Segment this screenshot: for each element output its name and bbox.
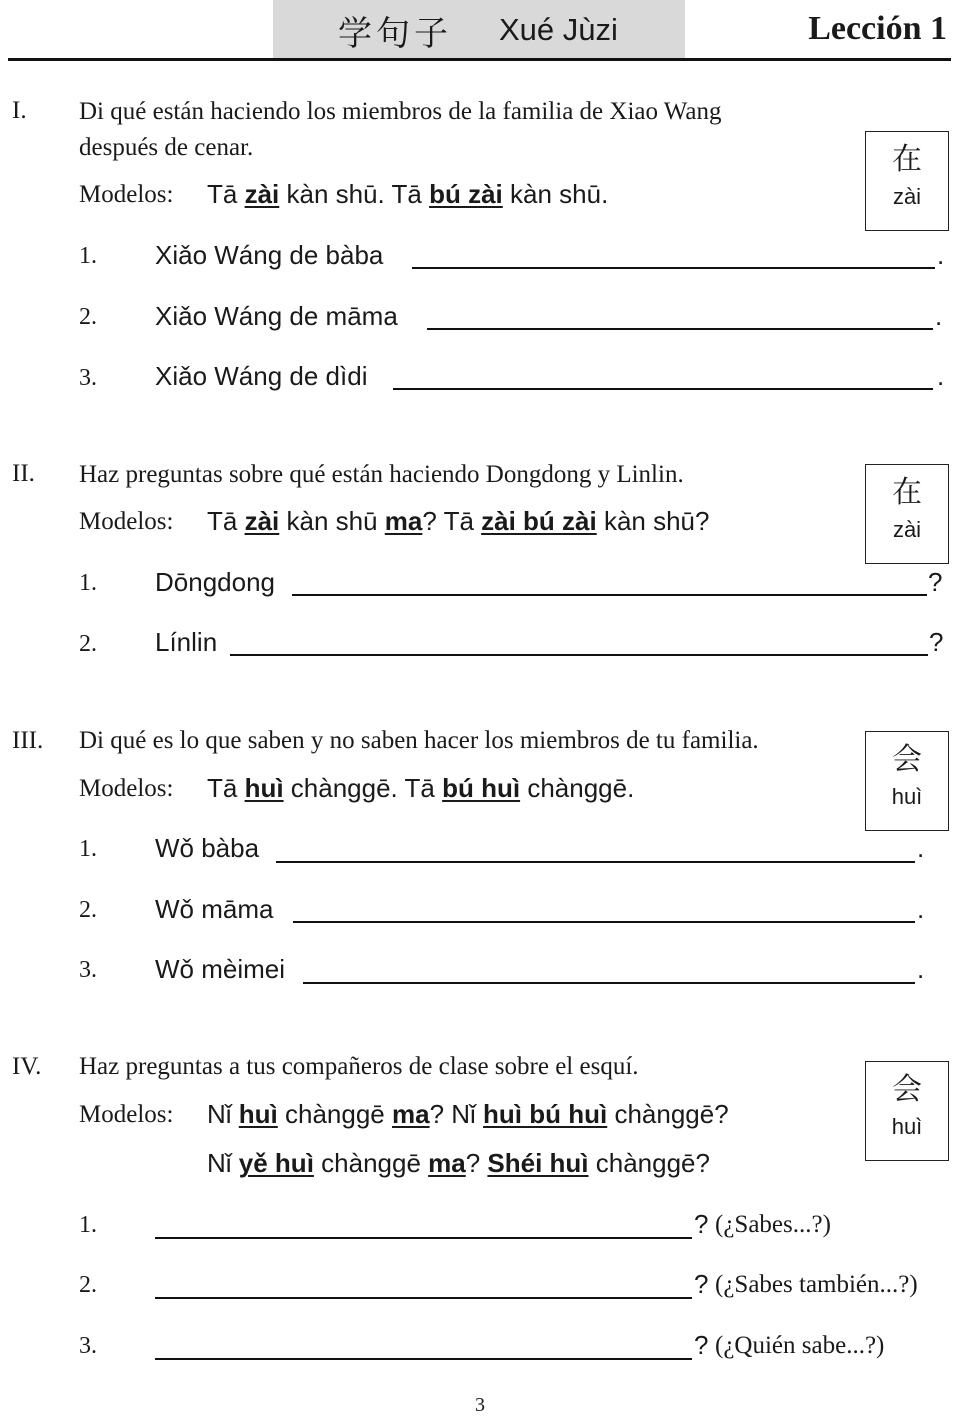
model-text: Tā xyxy=(207,773,245,803)
model-highlight-word: ma xyxy=(392,1099,430,1129)
s2-item-2-label: Línlin xyxy=(155,627,218,657)
section-2-model-label: Modelos: xyxy=(79,508,174,535)
s2-item-2-answer-line[interactable] xyxy=(230,654,928,656)
s1-item-2-label: Xiǎo Wáng de māma xyxy=(155,301,398,331)
section-3-character-box xyxy=(865,731,949,831)
model-highlight-word: zài xyxy=(244,506,280,536)
model-text: Tā xyxy=(207,506,245,536)
s4-item-3-answer-line[interactable] xyxy=(155,1358,692,1360)
section-4-character-pinyin: huì xyxy=(891,1114,923,1139)
section-4-character-box xyxy=(865,1061,949,1161)
s1-item-3-label: Xiǎo Wáng de dìdi xyxy=(155,361,368,391)
model-text: ? xyxy=(465,1148,488,1178)
model-text: ? Nǐ xyxy=(429,1099,484,1129)
model-text: Tā xyxy=(207,179,245,209)
s1-item-1-answer-line[interactable] xyxy=(412,267,935,269)
section-1-instruction-line1: Di qué están haciendo los miembros de la familia de Xiao Wang xyxy=(79,98,722,125)
s2-item-1-label: Dōngdong xyxy=(155,567,275,597)
lesson-label: Lección 1 xyxy=(808,10,947,47)
page-number: 3 xyxy=(475,1394,485,1416)
s3-item-2-number: 2. xyxy=(79,897,97,923)
s4-item-2-number: 2. xyxy=(79,1272,97,1298)
model-text: chànggē xyxy=(313,1148,429,1178)
section-1-character: 在 xyxy=(892,142,922,177)
s4-item-3-end: ? xyxy=(694,1330,709,1360)
section-1-number: I. xyxy=(12,97,27,124)
section-3-model xyxy=(207,773,634,804)
model-text: kàn shū. xyxy=(502,179,609,209)
s4-item-2-answer-line[interactable] xyxy=(155,1297,692,1299)
section-4-model-line2 xyxy=(207,1148,710,1179)
model-text: chànggē xyxy=(277,1099,392,1129)
s3-item-3-number: 3. xyxy=(79,957,97,983)
model-text: kàn shū. Tā xyxy=(279,179,430,209)
s2-item-1-end: ? xyxy=(928,567,943,597)
model-highlight-word: zài bú zài xyxy=(481,506,597,536)
model-text: ? Tā xyxy=(422,506,482,536)
model-text: chànggē? xyxy=(588,1148,710,1178)
s1-item-1-label: Xiǎo Wáng de bàba xyxy=(155,240,384,270)
model-highlight-word: huì xyxy=(238,1099,278,1129)
s4-item-2-end: ? xyxy=(694,1269,709,1299)
section-1-model xyxy=(207,179,608,210)
section-4-model-label: Modelos: xyxy=(79,1101,174,1128)
s3-item-2-end: . xyxy=(917,894,925,924)
model-text: kàn shū? xyxy=(596,506,710,536)
model-text: chànggē. xyxy=(520,773,635,803)
model-highlight-word: Shéi huì xyxy=(487,1148,589,1178)
s3-item-1-label: Wǒ bàba xyxy=(155,833,260,863)
s1-item-3-number: 3. xyxy=(79,365,97,391)
s2-item-1-number: 1. xyxy=(79,570,97,596)
section-3-character: 会 xyxy=(892,742,922,777)
s1-item-2-answer-line[interactable] xyxy=(427,328,933,330)
s1-item-3-end: . xyxy=(937,361,945,391)
s2-item-1-answer-line[interactable] xyxy=(292,594,927,596)
s1-item-1-number: 1. xyxy=(79,243,97,269)
section-4-instruction: Haz preguntas a tus compañeros de clase sobre el esquí. xyxy=(79,1053,639,1080)
section-1-model-label: Modelos: xyxy=(79,181,174,208)
s3-item-3-answer-line[interactable] xyxy=(303,982,915,984)
s4-item-1-hint: (¿Sabes...?) xyxy=(715,1211,831,1238)
model-highlight-word: bú zài xyxy=(429,179,503,209)
s3-item-1-answer-line[interactable] xyxy=(276,861,915,863)
s3-item-1-end: . xyxy=(917,833,925,863)
section-2-character-pinyin: zài xyxy=(892,517,922,542)
section-4-model-line1 xyxy=(207,1099,729,1130)
section-3-number: III. xyxy=(12,727,44,754)
s4-item-1-number: 1. xyxy=(79,1212,97,1238)
s4-item-1-answer-line[interactable] xyxy=(155,1237,692,1239)
model-text: Nǐ xyxy=(207,1099,239,1129)
s4-item-1-end: ? xyxy=(694,1209,709,1239)
s3-item-3-label: Wǒ mèimei xyxy=(155,954,286,984)
model-text: kàn shū xyxy=(279,506,385,536)
model-highlight-word: huì bú huì xyxy=(483,1099,608,1129)
model-highlight-word: zài xyxy=(244,179,280,209)
header-chinese-title: 学句子 xyxy=(338,14,452,54)
section-4-character: 会 xyxy=(892,1072,922,1107)
section-2-model xyxy=(207,506,709,537)
model-highlight-word: yě huì xyxy=(238,1148,314,1178)
header-divider xyxy=(8,58,951,61)
model-text: chànggē. Tā xyxy=(283,773,443,803)
model-text: chànggē? xyxy=(607,1099,729,1129)
s1-item-2-number: 2. xyxy=(79,304,97,330)
model-text: Nǐ xyxy=(207,1148,239,1178)
section-2-number: II. xyxy=(12,460,35,487)
s4-item-2-hint: (¿Sabes también...?) xyxy=(715,1271,918,1298)
section-3-character-pinyin: huì xyxy=(891,784,923,809)
s1-item-1-end: . xyxy=(937,240,945,270)
section-1-character-pinyin: zài xyxy=(892,184,922,209)
section-4-number: IV. xyxy=(12,1053,42,1080)
section-2-character-box xyxy=(865,464,949,564)
section-1-character-box xyxy=(865,131,949,231)
s3-item-2-label: Wǒ māma xyxy=(155,894,274,924)
model-highlight-word: ma xyxy=(428,1148,466,1178)
section-1-instruction xyxy=(79,94,721,166)
section-1-instruction-line2: después de cenar. xyxy=(79,134,254,161)
header-title-box xyxy=(273,0,685,58)
section-3-instruction: Di qué es lo que saben y no saben hacer los miembros de tu familia. xyxy=(79,727,759,754)
s4-item-3-hint: (¿Quién sabe...?) xyxy=(715,1332,885,1359)
s1-item-2-end: . xyxy=(935,301,943,331)
s2-item-2-end: ? xyxy=(929,627,944,657)
s1-item-3-answer-line[interactable] xyxy=(393,388,933,390)
header-pinyin-title: Xué Jùzi xyxy=(499,12,618,47)
s3-item-2-answer-line[interactable] xyxy=(293,921,915,923)
model-highlight-word: ma xyxy=(384,506,423,536)
section-2-instruction: Haz preguntas sobre qué están haciendo Dongdong y Linlin. xyxy=(79,461,684,488)
model-highlight-word: bú huì xyxy=(442,773,521,803)
s2-item-2-number: 2. xyxy=(79,631,97,657)
model-highlight-word: huì xyxy=(244,773,284,803)
s3-item-3-end: . xyxy=(917,954,925,984)
section-2-character: 在 xyxy=(892,475,922,510)
section-3-model-label: Modelos: xyxy=(79,775,174,802)
s3-item-1-number: 1. xyxy=(79,836,97,862)
s4-item-3-number: 3. xyxy=(79,1333,97,1359)
